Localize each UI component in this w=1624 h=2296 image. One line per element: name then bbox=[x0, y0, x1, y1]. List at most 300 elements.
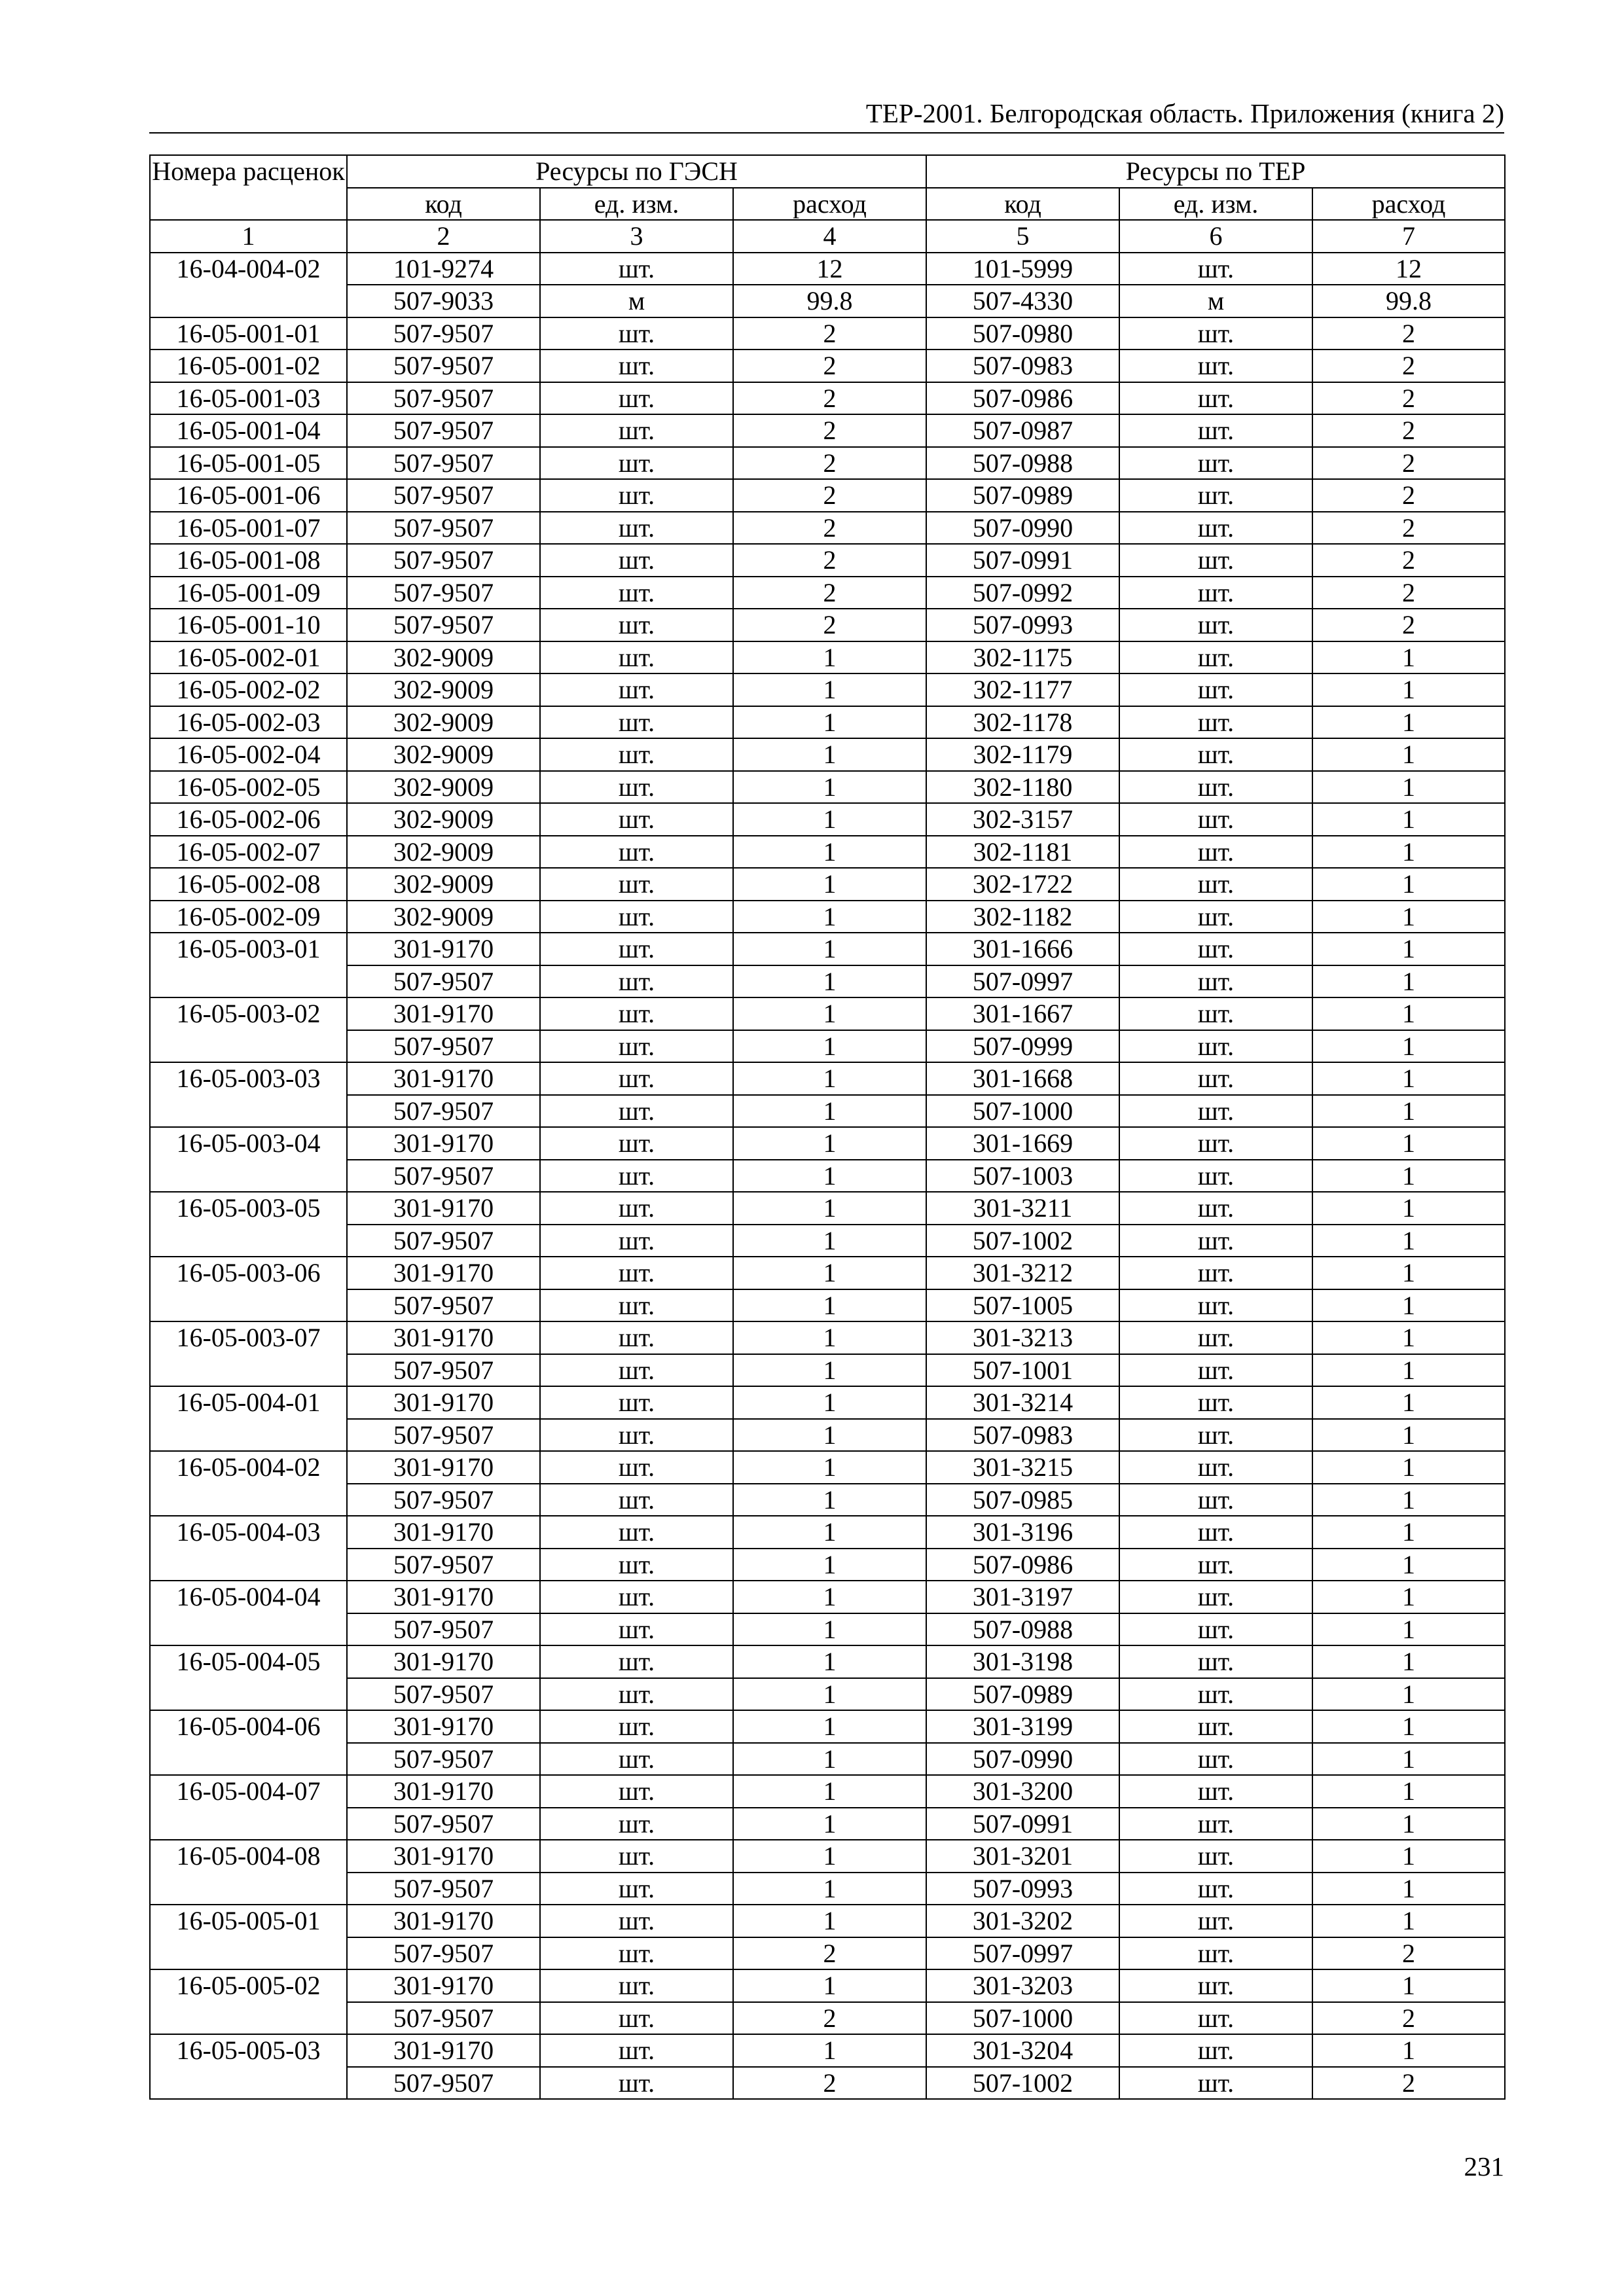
gesn-unit-cell: шт. bbox=[540, 1549, 733, 1581]
ter-unit-cell: шт. bbox=[1119, 2067, 1312, 2100]
gesn-consumption-cell: 1 bbox=[733, 1160, 926, 1193]
table-row bbox=[150, 382, 1505, 415]
ter-code-cell: 301-3201 bbox=[926, 1840, 1119, 1873]
gesn-consumption-cell: 1 bbox=[733, 1354, 926, 1387]
gesn-consumption-cell: 2 bbox=[733, 544, 926, 577]
ter-unit-cell: шт. bbox=[1119, 1062, 1312, 1095]
ter-consumption-cell: 1 bbox=[1312, 1678, 1505, 1711]
ter-consumption-cell: 2 bbox=[1312, 512, 1505, 545]
gesn-code-cell: 507-9507 bbox=[347, 1225, 540, 1257]
table-row bbox=[150, 1937, 1505, 1970]
table-row bbox=[150, 317, 1505, 350]
ter-unit-cell: шт. bbox=[1119, 1127, 1312, 1160]
ter-code-cell: 301-3211 bbox=[926, 1192, 1119, 1225]
ter-unit-cell: шт. bbox=[1119, 447, 1312, 480]
gesn-code-header: код bbox=[347, 188, 540, 221]
table-row bbox=[150, 836, 1505, 869]
ter-code-cell: 507-0997 bbox=[926, 1937, 1119, 1970]
ter-code-cell: 301-3197 bbox=[926, 1581, 1119, 1613]
ter-unit-cell: шт. bbox=[1119, 512, 1312, 545]
ter-consumption-cell: 2 bbox=[1312, 479, 1505, 512]
rate-number-cell: 16-05-004-06 bbox=[150, 1710, 347, 1775]
column-numbers-row bbox=[150, 220, 1505, 253]
ter-code-cell: 302-1179 bbox=[926, 738, 1119, 771]
ter-unit-cell: шт. bbox=[1119, 1484, 1312, 1516]
ter-code-cell: 301-3213 bbox=[926, 1321, 1119, 1354]
ter-code-cell: 507-0993 bbox=[926, 1873, 1119, 1905]
gesn-code-cell: 507-9507 bbox=[347, 382, 540, 415]
ter-code-cell: 301-1666 bbox=[926, 933, 1119, 965]
ter-consumption-cell: 2 bbox=[1312, 544, 1505, 577]
gesn-code-cell: 301-9170 bbox=[347, 1645, 540, 1678]
gesn-code-cell: 301-9170 bbox=[347, 1192, 540, 1225]
table-row bbox=[150, 1840, 1505, 1873]
gesn-consumption-cell: 1 bbox=[733, 706, 926, 739]
gesn-consumption-cell: 1 bbox=[733, 1192, 926, 1225]
gesn-consumption-cell: 1 bbox=[733, 836, 926, 869]
table-row bbox=[150, 738, 1505, 771]
gesn-code-cell: 507-9507 bbox=[347, 965, 540, 998]
table-row bbox=[150, 1127, 1505, 1160]
ter-consumption-cell: 1 bbox=[1312, 641, 1505, 674]
gesn-unit-cell: шт. bbox=[540, 1192, 733, 1225]
table-row bbox=[150, 1710, 1505, 1743]
ter-code-cell: 302-1181 bbox=[926, 836, 1119, 869]
table-row bbox=[150, 901, 1505, 933]
table-row bbox=[150, 2067, 1505, 2100]
ter-consumption-cell: 1 bbox=[1312, 1743, 1505, 1776]
ter-consumption-cell: 99.8 bbox=[1312, 285, 1505, 317]
gesn-unit-cell: шт. bbox=[540, 253, 733, 285]
table-row bbox=[150, 1873, 1505, 1905]
ter-code-cell: 507-0991 bbox=[926, 1808, 1119, 1840]
gesn-unit-cell: шт. bbox=[540, 1937, 733, 1970]
gesn-unit-cell: шт. bbox=[540, 544, 733, 577]
ter-consumption-cell: 1 bbox=[1312, 1030, 1505, 1063]
gesn-consumption-cell: 1 bbox=[733, 933, 926, 965]
ter-unit-cell: шт. bbox=[1119, 997, 1312, 1030]
table-row bbox=[150, 771, 1505, 804]
ter-code-cell: 507-1003 bbox=[926, 1160, 1119, 1193]
rate-number-cell: 16-05-004-05 bbox=[150, 1645, 347, 1710]
ter-unit-cell: шт. bbox=[1119, 2034, 1312, 2067]
table-row bbox=[150, 1225, 1505, 1257]
table-row bbox=[150, 2002, 1505, 2035]
table-row bbox=[150, 1257, 1505, 1289]
ter-code-cell: 301-3214 bbox=[926, 1386, 1119, 1419]
gesn-code-cell: 507-9507 bbox=[347, 609, 540, 641]
gesn-unit-cell: шт. bbox=[540, 317, 733, 350]
gesn-code-cell: 302-9009 bbox=[347, 868, 540, 901]
ter-consumption-cell: 1 bbox=[1312, 1645, 1505, 1678]
ter-unit-cell: шт. bbox=[1119, 609, 1312, 641]
gesn-code-cell: 507-9507 bbox=[347, 1419, 540, 1452]
gesn-code-cell: 302-9009 bbox=[347, 673, 540, 706]
column-number: 1 bbox=[150, 220, 347, 253]
header-row-2 bbox=[150, 188, 1505, 221]
gesn-consumption-cell: 1 bbox=[733, 1905, 926, 1937]
gesn-code-cell: 301-9170 bbox=[347, 1581, 540, 1613]
gesn-consumption-cell: 1 bbox=[733, 1840, 926, 1873]
gesn-unit-cell: шт. bbox=[540, 1516, 733, 1549]
gesn-code-cell: 301-9170 bbox=[347, 1386, 540, 1419]
table-row bbox=[150, 1549, 1505, 1581]
ter-consumption-cell: 2 bbox=[1312, 350, 1505, 382]
gesn-consumption-cell: 1 bbox=[733, 1386, 926, 1419]
ter-unit-cell: шт. bbox=[1119, 479, 1312, 512]
gesn-consumption-cell: 2 bbox=[733, 350, 926, 382]
gesn-consumption-cell: 1 bbox=[733, 1549, 926, 1581]
ter-code-cell: 507-1000 bbox=[926, 2002, 1119, 2035]
header-row-1 bbox=[150, 155, 1505, 188]
table-row bbox=[150, 1160, 1505, 1193]
gesn-unit-cell: шт. bbox=[540, 1225, 733, 1257]
ter-code-cell: 101-5999 bbox=[926, 253, 1119, 285]
gesn-unit-cell: шт. bbox=[540, 803, 733, 836]
ter-unit-cell: шт. bbox=[1119, 414, 1312, 447]
gesn-unit-cell: шт. bbox=[540, 577, 733, 609]
rate-number-cell: 16-05-003-01 bbox=[150, 933, 347, 997]
ter-code-cell: 507-0992 bbox=[926, 577, 1119, 609]
ter-consumption-cell: 1 bbox=[1312, 803, 1505, 836]
gesn-code-cell: 507-9507 bbox=[347, 1095, 540, 1128]
gesn-code-cell: 507-9507 bbox=[347, 350, 540, 382]
gesn-unit-cell: шт. bbox=[540, 706, 733, 739]
gesn-unit-cell: м bbox=[540, 285, 733, 317]
ter-unit-cell: шт. bbox=[1119, 1710, 1312, 1743]
rate-number-cell: 16-05-005-01 bbox=[150, 1905, 347, 1969]
gesn-consumption-cell: 1 bbox=[733, 1257, 926, 1289]
ter-code-cell: 301-3215 bbox=[926, 1451, 1119, 1484]
ter-code-cell: 507-0999 bbox=[926, 1030, 1119, 1063]
table-row bbox=[150, 1905, 1505, 1937]
gesn-unit-header: ед. изм. bbox=[540, 188, 733, 221]
table-row bbox=[150, 1678, 1505, 1711]
ter-unit-cell: шт. bbox=[1119, 836, 1312, 869]
ter-code-cell: 507-0988 bbox=[926, 1613, 1119, 1646]
ter-consumption-cell: 1 bbox=[1312, 868, 1505, 901]
gesn-consumption-cell: 1 bbox=[733, 1419, 926, 1452]
gesn-consumption-cell: 1 bbox=[733, 1710, 926, 1743]
gesn-code-cell: 302-9009 bbox=[347, 738, 540, 771]
ter-code-cell: 507-0980 bbox=[926, 317, 1119, 350]
gesn-code-cell: 507-9507 bbox=[347, 1160, 540, 1193]
ter-unit-cell: шт. bbox=[1119, 706, 1312, 739]
ter-consumption-cell: 2 bbox=[1312, 414, 1505, 447]
gesn-code-cell: 507-9507 bbox=[347, 1613, 540, 1646]
ter-unit-cell: шт. bbox=[1119, 1321, 1312, 1354]
gesn-unit-cell: шт. bbox=[540, 1873, 733, 1905]
ter-consumption-cell: 2 bbox=[1312, 1937, 1505, 1970]
gesn-consumption-cell: 2 bbox=[733, 414, 926, 447]
gesn-consumption-cell: 1 bbox=[733, 1062, 926, 1095]
gesn-consumption-cell: 1 bbox=[733, 997, 926, 1030]
rate-number-cell: 16-05-001-05 bbox=[150, 447, 347, 480]
ter-unit-cell: шт. bbox=[1119, 641, 1312, 674]
ter-code-cell: 507-0989 bbox=[926, 1678, 1119, 1711]
gesn-code-cell: 507-9507 bbox=[347, 1484, 540, 1516]
gesn-consumption-cell: 2 bbox=[733, 2067, 926, 2100]
table-row bbox=[150, 1484, 1505, 1516]
gesn-unit-cell: шт. bbox=[540, 609, 733, 641]
rate-number-cell: 16-05-002-06 bbox=[150, 803, 347, 836]
table-row bbox=[150, 285, 1505, 317]
gesn-unit-cell: шт. bbox=[540, 1905, 733, 1937]
ter-code-cell: 507-0986 bbox=[926, 382, 1119, 415]
column-number: 6 bbox=[1119, 220, 1312, 253]
gesn-unit-cell: шт. bbox=[540, 771, 733, 804]
ter-code-cell: 507-1001 bbox=[926, 1354, 1119, 1387]
ter-consumption-cell: 12 bbox=[1312, 253, 1505, 285]
table-row bbox=[150, 1321, 1505, 1354]
gesn-unit-cell: шт. bbox=[540, 1127, 733, 1160]
rate-number-cell: 16-05-001-09 bbox=[150, 577, 347, 609]
ter-consumption-cell: 1 bbox=[1312, 1321, 1505, 1354]
ter-consumption-cell: 1 bbox=[1312, 1775, 1505, 1808]
gesn-unit-cell: шт. bbox=[540, 1969, 733, 2002]
rate-number-cell: 16-05-004-07 bbox=[150, 1775, 347, 1840]
ter-unit-cell: шт. bbox=[1119, 1225, 1312, 1257]
gesn-consumption-cell: 1 bbox=[733, 1678, 926, 1711]
rate-number-cell: 16-05-002-09 bbox=[150, 901, 347, 933]
running-header: ТЕР-2001. Белгородская область. Приложения (книга 2) bbox=[865, 98, 1504, 128]
gesn-unit-cell: шт. bbox=[540, 1645, 733, 1678]
gesn-consumption-cell: 1 bbox=[733, 1127, 926, 1160]
gesn-unit-cell: шт. bbox=[540, 1710, 733, 1743]
ter-unit-cell: шт. bbox=[1119, 1549, 1312, 1581]
ter-unit-cell: шт. bbox=[1119, 1516, 1312, 1549]
gesn-unit-cell: шт. bbox=[540, 1613, 733, 1646]
ter-unit-cell: шт. bbox=[1119, 933, 1312, 965]
table-row bbox=[150, 1289, 1505, 1322]
ter-consumption-cell: 1 bbox=[1312, 1905, 1505, 1937]
table-row bbox=[150, 1386, 1505, 1419]
gesn-consumption-cell: 1 bbox=[733, 1873, 926, 1905]
ter-code-cell: 507-0990 bbox=[926, 512, 1119, 545]
gesn-code-cell: 301-9170 bbox=[347, 997, 540, 1030]
gesn-code-cell: 301-9170 bbox=[347, 1775, 540, 1808]
ter-consumption-cell: 1 bbox=[1312, 1808, 1505, 1840]
ter-consumption-cell: 1 bbox=[1312, 1969, 1505, 2002]
rate-number-cell: 16-05-002-07 bbox=[150, 836, 347, 869]
gesn-consumption-cell: 2 bbox=[733, 479, 926, 512]
ter-consumption-cell: 1 bbox=[1312, 933, 1505, 965]
table-row bbox=[150, 641, 1505, 674]
ter-consumption-cell: 1 bbox=[1312, 836, 1505, 869]
ter-consumption-cell: 1 bbox=[1312, 738, 1505, 771]
gesn-consumption-cell: 1 bbox=[733, 1225, 926, 1257]
gesn-code-cell: 507-9507 bbox=[347, 2067, 540, 2100]
rate-number-cell: 16-05-005-03 bbox=[150, 2034, 347, 2099]
table-row bbox=[150, 350, 1505, 382]
ter-code-cell: 301-3202 bbox=[926, 1905, 1119, 1937]
resource-table bbox=[149, 154, 1506, 2100]
rate-number-cell: 16-05-002-01 bbox=[150, 641, 347, 674]
table-row bbox=[150, 1516, 1505, 1549]
gesn-code-cell: 507-9507 bbox=[347, 1873, 540, 1905]
ter-consumption-cell: 1 bbox=[1312, 1516, 1505, 1549]
ter-consumption-cell: 1 bbox=[1312, 1710, 1505, 1743]
gesn-code-cell: 507-9507 bbox=[347, 317, 540, 350]
gesn-resources-header: Ресурсы по ГЭСН bbox=[347, 155, 926, 188]
ter-unit-cell: шт. bbox=[1119, 771, 1312, 804]
rate-number-cell: 16-04-004-02 bbox=[150, 253, 347, 317]
ter-code-cell: 301-3203 bbox=[926, 1969, 1119, 2002]
ter-consumption-cell: 2 bbox=[1312, 609, 1505, 641]
gesn-consumption-cell: 1 bbox=[733, 641, 926, 674]
rate-number-cell: 16-05-003-03 bbox=[150, 1062, 347, 1127]
gesn-consumption-cell: 1 bbox=[733, 1613, 926, 1646]
rate-number-cell: 16-05-001-02 bbox=[150, 350, 347, 382]
gesn-consumption-cell: 1 bbox=[733, 1581, 926, 1613]
ter-consumption-cell: 2 bbox=[1312, 2067, 1505, 2100]
table-row bbox=[150, 577, 1505, 609]
gesn-unit-cell: шт. bbox=[540, 1775, 733, 1808]
table-row bbox=[150, 706, 1505, 739]
ter-unit-cell: шт. bbox=[1119, 965, 1312, 998]
table-row bbox=[150, 1581, 1505, 1613]
gesn-consumption-cell: 1 bbox=[733, 1969, 926, 2002]
gesn-code-cell: 507-9507 bbox=[347, 1808, 540, 1840]
gesn-consumption-cell: 1 bbox=[733, 2034, 926, 2067]
ter-code-cell: 301-3200 bbox=[926, 1775, 1119, 1808]
gesn-unit-cell: шт. bbox=[540, 414, 733, 447]
gesn-code-cell: 302-9009 bbox=[347, 803, 540, 836]
gesn-code-cell: 301-9170 bbox=[347, 1905, 540, 1937]
gesn-unit-cell: шт. bbox=[540, 447, 733, 480]
ter-consumption-cell: 1 bbox=[1312, 2034, 1505, 2067]
gesn-code-cell: 301-9170 bbox=[347, 933, 540, 965]
gesn-code-cell: 301-9170 bbox=[347, 1710, 540, 1743]
ter-code-cell: 302-1182 bbox=[926, 901, 1119, 933]
ter-consumption-cell: 1 bbox=[1312, 1160, 1505, 1193]
ter-code-cell: 507-1000 bbox=[926, 1095, 1119, 1128]
ter-code-cell: 302-3157 bbox=[926, 803, 1119, 836]
ter-code-cell: 507-0993 bbox=[926, 609, 1119, 641]
gesn-unit-cell: шт. bbox=[540, 2034, 733, 2067]
table-row bbox=[150, 1419, 1505, 1452]
gesn-unit-cell: шт. bbox=[540, 1257, 733, 1289]
gesn-unit-cell: шт. bbox=[540, 2067, 733, 2100]
gesn-code-cell: 507-9507 bbox=[347, 577, 540, 609]
table-row bbox=[150, 1613, 1505, 1646]
ter-consumption-cell: 1 bbox=[1312, 1192, 1505, 1225]
ter-code-cell: 507-0985 bbox=[926, 1484, 1119, 1516]
rate-number-cell: 16-05-001-08 bbox=[150, 544, 347, 577]
column-number: 3 bbox=[540, 220, 733, 253]
ter-unit-cell: шт. bbox=[1119, 868, 1312, 901]
table-row bbox=[150, 1775, 1505, 1808]
ter-code-cell: 301-1667 bbox=[926, 997, 1119, 1030]
ter-consumption-header: расход bbox=[1312, 188, 1505, 221]
ter-consumption-cell: 1 bbox=[1312, 1484, 1505, 1516]
gesn-unit-cell: шт. bbox=[540, 350, 733, 382]
ter-code-cell: 302-1180 bbox=[926, 771, 1119, 804]
gesn-code-cell: 507-9507 bbox=[347, 1678, 540, 1711]
gesn-unit-cell: шт. bbox=[540, 2002, 733, 2035]
ter-consumption-cell: 1 bbox=[1312, 965, 1505, 998]
gesn-consumption-cell: 1 bbox=[733, 1030, 926, 1063]
ter-unit-cell: шт. bbox=[1119, 1386, 1312, 1419]
table-row bbox=[150, 414, 1505, 447]
gesn-unit-cell: шт. bbox=[540, 1354, 733, 1387]
ter-consumption-cell: 1 bbox=[1312, 1386, 1505, 1419]
gesn-unit-cell: шт. bbox=[540, 1808, 733, 1840]
ter-unit-cell: шт. bbox=[1119, 1775, 1312, 1808]
gesn-unit-cell: шт. bbox=[540, 1030, 733, 1063]
rate-number-cell: 16-05-003-04 bbox=[150, 1127, 347, 1192]
rate-number-cell: 16-05-001-06 bbox=[150, 479, 347, 512]
rate-number-cell: 16-05-002-02 bbox=[150, 673, 347, 706]
ter-unit-cell: шт. bbox=[1119, 901, 1312, 933]
ter-unit-cell: шт. bbox=[1119, 1581, 1312, 1613]
rate-number-cell: 16-05-003-07 bbox=[150, 1321, 347, 1386]
rate-number-cell: 16-05-003-06 bbox=[150, 1257, 347, 1321]
ter-code-cell: 507-0989 bbox=[926, 479, 1119, 512]
ter-consumption-cell: 2 bbox=[1312, 317, 1505, 350]
gesn-unit-cell: шт. bbox=[540, 479, 733, 512]
ter-consumption-cell: 2 bbox=[1312, 2002, 1505, 2035]
rate-number-cell: 16-05-004-04 bbox=[150, 1581, 347, 1645]
table-row bbox=[150, 965, 1505, 998]
gesn-consumption-header: расход bbox=[733, 188, 926, 221]
ter-code-cell: 301-1669 bbox=[926, 1127, 1119, 1160]
ter-resources-header: Ресурсы по ТЕР bbox=[926, 155, 1505, 188]
gesn-code-cell: 507-9507 bbox=[347, 447, 540, 480]
gesn-code-cell: 101-9274 bbox=[347, 253, 540, 285]
table-row bbox=[150, 2034, 1505, 2067]
ter-unit-cell: шт. bbox=[1119, 1451, 1312, 1484]
ter-unit-cell: шт. bbox=[1119, 1257, 1312, 1289]
table-row bbox=[150, 997, 1505, 1030]
gesn-code-cell: 301-9170 bbox=[347, 1127, 540, 1160]
ter-unit-cell: шт. bbox=[1119, 382, 1312, 415]
ter-consumption-cell: 1 bbox=[1312, 1127, 1505, 1160]
table-row bbox=[150, 868, 1505, 901]
gesn-code-cell: 507-9507 bbox=[347, 1937, 540, 1970]
gesn-consumption-cell: 1 bbox=[733, 1095, 926, 1128]
gesn-unit-cell: шт. bbox=[540, 965, 733, 998]
ter-consumption-cell: 1 bbox=[1312, 1549, 1505, 1581]
gesn-code-cell: 301-9170 bbox=[347, 1321, 540, 1354]
table-row bbox=[150, 1192, 1505, 1225]
ter-consumption-cell: 1 bbox=[1312, 1613, 1505, 1646]
ter-consumption-cell: 1 bbox=[1312, 1257, 1505, 1289]
ter-unit-cell: шт. bbox=[1119, 1937, 1312, 1970]
table-row bbox=[150, 1062, 1505, 1095]
ter-code-cell: 302-1175 bbox=[926, 641, 1119, 674]
gesn-code-cell: 302-9009 bbox=[347, 641, 540, 674]
column-number: 2 bbox=[347, 220, 540, 253]
ter-unit-cell: шт. bbox=[1119, 1030, 1312, 1063]
gesn-consumption-cell: 2 bbox=[733, 382, 926, 415]
ter-code-cell: 507-1002 bbox=[926, 2067, 1119, 2100]
ter-code-cell: 507-1005 bbox=[926, 1289, 1119, 1322]
ter-unit-cell: шт. bbox=[1119, 803, 1312, 836]
gesn-code-cell: 507-9507 bbox=[347, 544, 540, 577]
ter-code-cell: 302-1178 bbox=[926, 706, 1119, 739]
gesn-consumption-cell: 1 bbox=[733, 1451, 926, 1484]
ter-unit-cell: шт. bbox=[1119, 673, 1312, 706]
gesn-unit-cell: шт. bbox=[540, 1160, 733, 1193]
gesn-code-cell: 507-9507 bbox=[347, 1549, 540, 1581]
ter-consumption-cell: 2 bbox=[1312, 577, 1505, 609]
rate-number-cell: 16-05-004-01 bbox=[150, 1386, 347, 1451]
table-row bbox=[150, 1354, 1505, 1387]
ter-code-cell: 507-0991 bbox=[926, 544, 1119, 577]
ter-consumption-cell: 1 bbox=[1312, 706, 1505, 739]
gesn-unit-cell: шт. bbox=[540, 997, 733, 1030]
